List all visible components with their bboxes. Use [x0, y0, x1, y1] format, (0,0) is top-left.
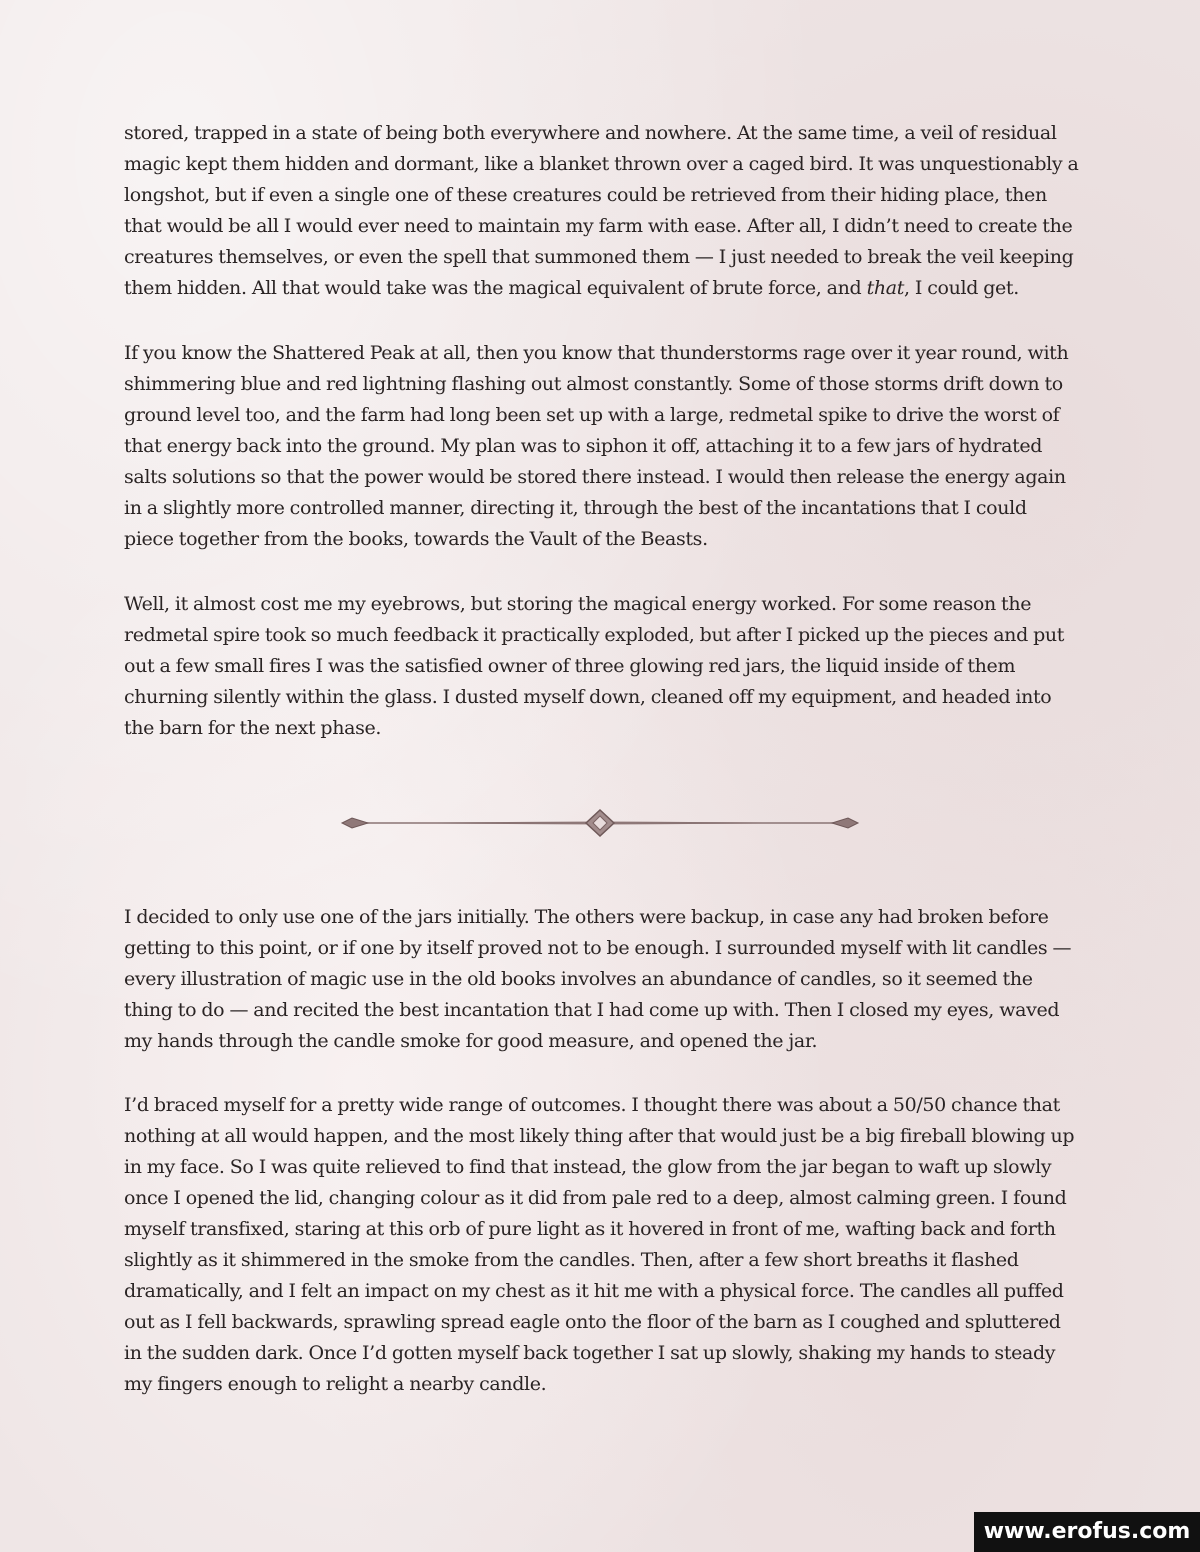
paragraph-1-text-end: , I could get.: [904, 277, 1019, 299]
watermark-link[interactable]: www.erofus.com: [974, 1512, 1200, 1552]
paragraph-3: Well, it almost cost me my eyebrows, but storing the magical energy worked. For some reason the redmetal spire took so much feedback it practically exploded, but after I picked up the pieces and put out a few small fires I was the satisfied owner of three glowing red jars, the liquid inside of them churning silently within the glass. I dusted myself down, cleaned off my equipment, and headed into the barn for the next phase.: [124, 593, 1065, 739]
paragraph-4: I decided to only use one of the jars initially. The others were backup, in case any had broken before getting to this point, or if one by itself proved not to be enough. I surrounded myself with lit candles — every illustration of magic use in the old books involves an abundance of candles, so it seemed the thing to do — and recited the best incantation that I had come up with. Then I closed my eyes, waved my hands through the candle smoke for good measure, and opened the jar.: [124, 906, 1072, 1052]
paragraph-1-text: stored, trapped in a state of being both everywhere and nowhere. At the same time, a veil of residual magic kept them hidden and dormant, like a blanket thrown over a caged bird. It was unquestionably a longshot, but if even a single one of these creatures could be retrieved from their hiding place, then that would be all I would ever need to maintain my farm with ease. After all, I didn’t need to create the creatures themselves, or even the spell that summoned them — I just needed to break the veil keeping them hidden. All that would take was the magical equivalent of brute force, and: [124, 122, 1079, 299]
paragraph-5: I’d braced myself for a pretty wide range of outcomes. I thought there was about a 50/50 chance that nothing at all would happen, and the most likely thing after that would just be a big fireball blowing up in my face. So I was quite relieved to find that instead, the glow from the jar began to waft up slowly once I opened the lid, changing colour as it did from pale red to a deep, almost calming green. I found myself transfixed, staring at this orb of pure light as it hovered in front of me, wafting back and forth slightly as it shimmered in the smoke from the candles. Then, after a few short breaths it flashed dramatically, and I felt an impact on my chest as it hit me with a physical force. The candles all puffed out as I fell backwards, sprawling spread eagle onto the floor of the barn as I coughed and spluttered in the sudden dark. Once I’d gotten myself back together I sat up slowly, shaking my hands to steady my fingers enough to relight a nearby candle.: [124, 1094, 1075, 1395]
paragraph-2: If you know the Shattered Peak at all, then you know that thunderstorms rage over it year round, with shimmering blue and red lightning flashing out almost constantly. Some of those storms drift down to ground level too, and the farm had long been set up with a large, redmetal spike to drive the worst of that energy back into the ground. My plan was to siphon it off, attaching it to a few jars of hydrated salts solutions so that the power would be stored there instead. I would then release the energy again in a slightly more controlled manner, directing it, through the best of the incantations that I could piece together from the books, towards the Vault of the Beasts.: [124, 342, 1069, 550]
paragraph-1: [124, 118, 1080, 304]
ornamental-divider-icon: [338, 806, 862, 840]
paragraph-1-emphasis: that: [866, 277, 904, 299]
